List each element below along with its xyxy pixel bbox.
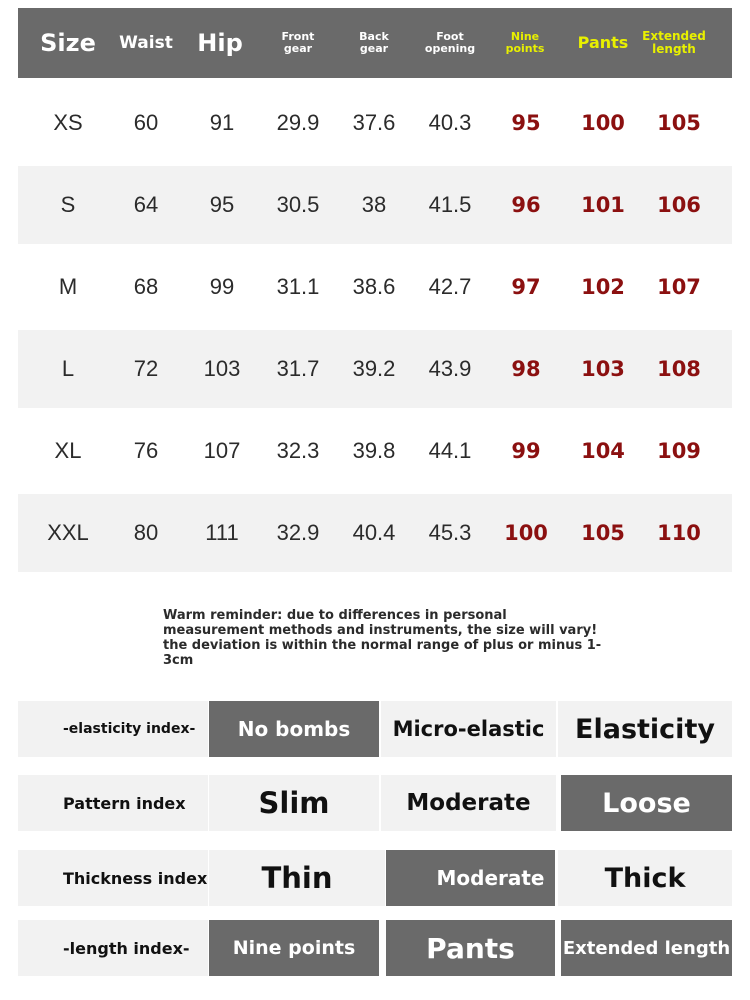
cell-front-gear: 31.1 (276, 274, 320, 299)
cell-size: XS (53, 110, 83, 135)
cell-foot-opening: 43.9 (428, 356, 472, 381)
cell-back-gear: 38 (361, 192, 387, 217)
elasticity-option-elasticity: Elasticity (558, 701, 732, 757)
cell-foot-opening: 41.5 (428, 192, 472, 217)
cell-front-gear: 32.3 (276, 438, 320, 463)
cell-pants: 104 (581, 439, 625, 463)
cell-extended-length: 110 (657, 521, 701, 545)
cell-foot-opening: 45.3 (428, 520, 472, 545)
cell-pants: 100 (581, 111, 625, 135)
header-nine-points: Nine points (505, 29, 545, 55)
cell-size: XL (54, 438, 82, 463)
cell-front-gear: 29.9 (276, 110, 320, 135)
table-row (18, 84, 732, 162)
elasticity-index-row (18, 701, 732, 757)
cell-pants: 101 (581, 193, 625, 217)
thickness-option-thick: Thick (558, 850, 732, 906)
cell-size: S (60, 192, 76, 217)
warm-reminder: Warm reminder: due to differences in personal measurement methods and instruments, the size will vary! the deviation is within the normal range of plus or minus 1-3cm (163, 608, 602, 668)
cell-back-gear: 39.2 (352, 356, 396, 381)
thickness-index-label: Thickness index (18, 850, 208, 906)
cell-extended-length: 107 (657, 275, 701, 299)
elasticity-option-micro-elastic: Micro-elastic (381, 701, 556, 757)
header-foot-opening: Foot opening (424, 29, 476, 55)
pattern-index-label: Pattern index (18, 775, 208, 831)
cell-extended-length: 108 (657, 357, 701, 381)
cell-nine-points: 96 (511, 193, 541, 217)
cell-extended-length: 105 (657, 111, 701, 135)
length-option-pants: Pants (386, 920, 555, 976)
cell-foot-opening: 44.1 (428, 438, 472, 463)
elasticity-index-label: -elasticity index- (18, 701, 208, 757)
cell-hip: 107 (203, 438, 241, 463)
cell-pants: 105 (581, 521, 625, 545)
header-waist: Waist (119, 32, 173, 53)
cell-hip: 103 (203, 356, 241, 381)
length-index-label: -length index- (18, 920, 208, 976)
pattern-option-loose: Loose (561, 775, 732, 831)
cell-extended-length: 109 (657, 439, 701, 463)
cell-size: M (58, 274, 78, 299)
cell-foot-opening: 40.3 (428, 110, 472, 135)
pattern-option-moderate: Moderate (381, 775, 556, 831)
cell-back-gear: 37.6 (352, 110, 396, 135)
cell-waist: 60 (133, 110, 159, 135)
cell-nine-points: 98 (511, 357, 541, 381)
cell-front-gear: 30.5 (276, 192, 320, 217)
cell-waist: 80 (133, 520, 159, 545)
header-extended-length: Extended length (642, 28, 706, 56)
cell-foot-opening: 42.7 (428, 274, 472, 299)
cell-waist: 64 (133, 192, 159, 217)
cell-waist: 72 (133, 356, 159, 381)
thickness-index-row (18, 850, 732, 906)
thickness-option-thin: Thin (209, 850, 385, 906)
cell-back-gear: 38.6 (352, 274, 396, 299)
cell-front-gear: 32.9 (276, 520, 320, 545)
cell-back-gear: 40.4 (352, 520, 396, 545)
elasticity-option-no-bombs: No bombs (209, 701, 379, 757)
cell-pants: 103 (581, 357, 625, 381)
length-index-row (18, 920, 732, 976)
table-row (18, 330, 732, 408)
cell-hip: 111 (205, 520, 239, 545)
table-row (18, 248, 732, 326)
header-front-gear: Front gear (281, 29, 315, 55)
cell-nine-points: 99 (511, 439, 541, 463)
cell-hip: 95 (209, 192, 235, 217)
cell-size: XXL (47, 520, 89, 545)
header-hip: Hip (197, 28, 243, 57)
cell-waist: 68 (133, 274, 159, 299)
cell-waist: 76 (133, 438, 159, 463)
cell-nine-points: 100 (504, 521, 548, 545)
pattern-index-row (18, 775, 732, 831)
cell-extended-length: 106 (657, 193, 701, 217)
cell-nine-points: 95 (511, 111, 541, 135)
cell-hip: 99 (209, 274, 235, 299)
table-row (18, 494, 732, 572)
cell-back-gear: 39.8 (352, 438, 396, 463)
cell-front-gear: 31.7 (276, 356, 320, 381)
header-pants: Pants (577, 33, 629, 53)
cell-size: L (61, 356, 75, 381)
cell-pants: 102 (581, 275, 625, 299)
thickness-option-moderate: Moderate (386, 850, 555, 906)
cell-hip: 91 (209, 110, 235, 135)
header-size: Size (40, 28, 96, 57)
table-row (18, 412, 732, 490)
length-option-nine-points: Nine points (209, 920, 379, 976)
pattern-option-slim: Slim (209, 775, 379, 831)
size-table-header (18, 8, 732, 78)
cell-nine-points: 97 (511, 275, 541, 299)
length-option-extended-length: Extended length (561, 920, 732, 976)
table-row (18, 166, 732, 244)
header-back-gear: Back gear (359, 29, 389, 55)
